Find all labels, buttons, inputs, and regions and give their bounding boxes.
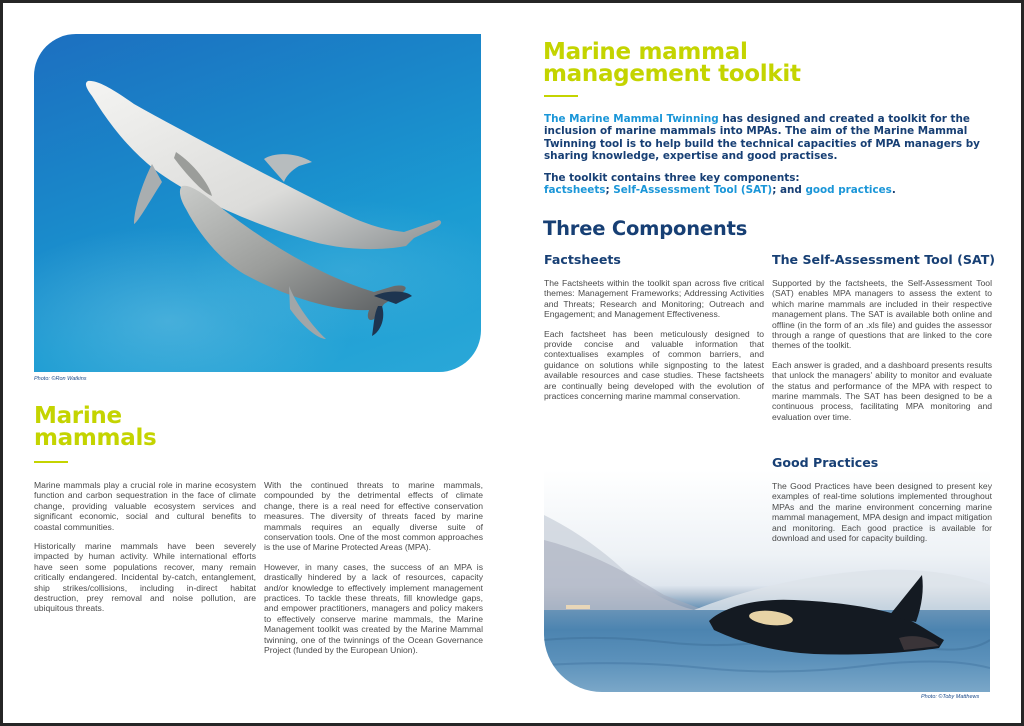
dolphin-photo <box>34 34 481 372</box>
paragraph: The Factsheets within the toolkit span across five critical themes: Management Frameworks; Addressing Activities and Threats; Research and Monitoring; Outreach and Engagement; and Management Effectiveness. <box>544 278 764 320</box>
components-intro <box>544 172 994 197</box>
paragraph: With the continued threats to marine mammals, compounded by the detrimental effects of climate change, there is a real need for effective conservation measures. The diversity of threats faced by marine mammals requires an equally diverse suite of conservation tools. One of the most common approaches is the use of Marine Protected Areas (MPA). <box>264 480 483 553</box>
good-practices-link[interactable]: good practices <box>805 184 892 197</box>
separator: ; <box>605 184 614 197</box>
factsheets-text <box>544 278 764 410</box>
paragraph: Historically marine mammals have been severely impacted by human activity. While international efforts have seen some populations recover, many remain critically endangered. Incidental by-catch, entanglement, ship strikes/collisions, including in-direct habitat destruction, prey removal and noise pollution, are ubiquitous threats. <box>34 541 256 614</box>
sat-heading: The Self-Assessment Tool (SAT) <box>772 252 996 267</box>
brochure-spread <box>3 3 1021 723</box>
factsheets-link[interactable]: factsheets <box>544 184 606 197</box>
components-lead: The toolkit contains three key components: <box>544 172 800 184</box>
paragraph: Each answer is graded, and a dashboard presents results that unlock the managers' ability to monitor and evaluate the status and performance of the MPA with respect to marine mammals. The SAT has been designed to be a continuous process, facilitating MPA monitoring and evaluation over time. <box>772 359 992 422</box>
three-components-heading: Three Components <box>543 217 748 240</box>
title-line-1: Marine mammal <box>543 39 748 65</box>
separator: ; and <box>772 184 806 197</box>
dolphins-illustration <box>34 34 481 372</box>
title-accent-line <box>544 95 578 97</box>
sat-link[interactable]: Self-Assessment Tool (SAT) <box>613 184 773 197</box>
orca-photo-caption: Photo: ©Toby Matthews <box>921 694 980 700</box>
separator: . <box>891 184 896 197</box>
paragraph: However, in many cases, the success of an MPA is drastically hindered by a lack of resources, capacity and/or knowledge to effectively implement management practices. To tackle these threats, fill knowledge gaps, and empower practitioners, managers and policy makers to effectively conserve marine mammals, the Marine Management toolkit was created by the Marine Mammal twinning, one of the twinnings of the Ocean Governance Project (funded by the European Union). <box>264 561 483 656</box>
toolkit-title <box>543 39 801 87</box>
marine-mammals-title <box>34 403 157 451</box>
title-line-1: Marine <box>34 403 122 429</box>
paragraph: Supported by the factsheets, the Self-Assessment Tool (SAT) enables MPA managers to assess the extent to which marine mammals are included in their respective management plans. The SAT is available both online and offline (in the form of an .xls file) and guides the assessor through a range of questions that are linked to the core themes of the toolkit. <box>772 278 992 351</box>
intro-text: has designed and created a toolkit for the inclusion of marine mammals into MPAs. The aim of the Marine Mammal Twinning tool is to help build the technical capacities of MPA managers by sharing knowledge, expertise and good practises. <box>544 113 980 162</box>
marine-mammal-twinning-link[interactable]: The Marine Mammal Twinning <box>544 113 719 125</box>
factsheets-heading: Factsheets <box>544 252 621 267</box>
good-practices-text <box>772 481 992 552</box>
title-line-2: management toolkit <box>543 60 801 87</box>
left-column-1 <box>34 480 256 623</box>
paragraph: The Good Practices have been designed to present key examples of real-time solutions implemented throughout MPAs and the marine environment concerning marine mammal management, MPA design and impact mitigation and monitoring. Each good practice is available for download and used for capacity building. <box>772 481 992 544</box>
dolphin-photo-caption: Photo: ©Ron Watkins <box>34 376 87 382</box>
paragraph: Marine mammals play a crucial role in marine ecosystem function and carbon sequestration in the face of climate change, providing valuable ecosystem services and significant economic, social and cultural benefits to coastal communities. <box>34 480 256 532</box>
paragraph: Each factsheet has been meticulously designed to provide concise and valuable information that contextualises examples of common barriers, and guidance on solutions while signposting to the latest available resources and case studies. These factsheets are continually being developed with the evolution of practices concerning marine mammal conservation. <box>544 328 764 402</box>
toolkit-intro <box>544 113 994 162</box>
sat-text <box>772 278 992 431</box>
title-accent-line <box>34 461 68 463</box>
good-practices-heading: Good Practices <box>772 455 879 470</box>
title-line-2: mammals <box>34 424 157 451</box>
left-column-2 <box>264 480 483 665</box>
